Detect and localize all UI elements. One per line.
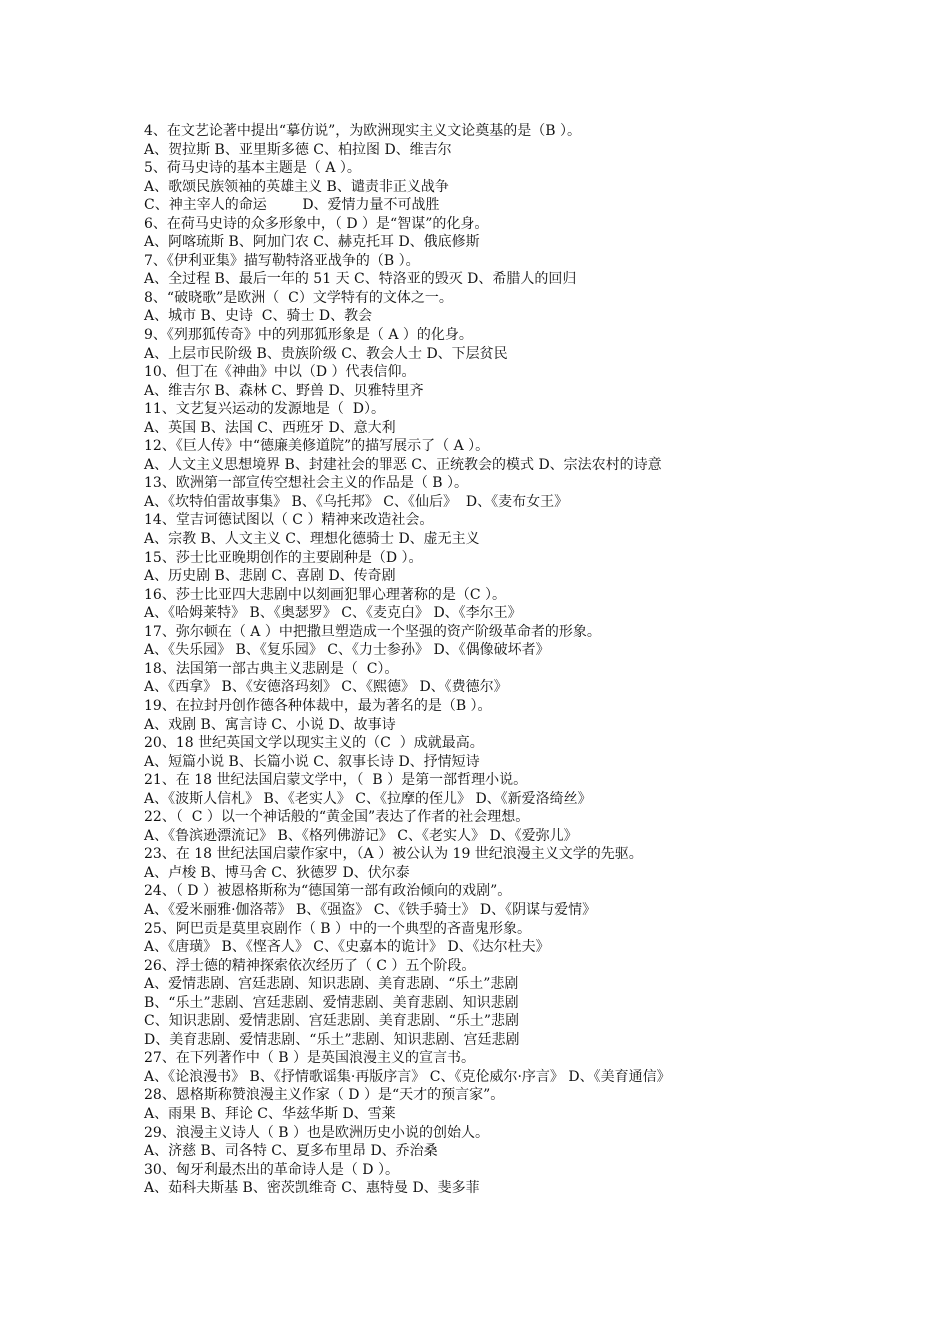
answer-options-line: A、宗教 B、人文主义 C、理想化德骑士 D、虚无主义 bbox=[144, 531, 480, 548]
question-line: 30、匈牙利最杰出的革命诗人是（ D ）。 bbox=[144, 1161, 399, 1178]
question-line: 6、在荷马史诗的众多形象中，（ D ）是“智谋”的化身。 bbox=[144, 215, 489, 232]
question-line: 29、浪漫主义诗人（ B ）也是欧洲历史小说的创始人。 bbox=[144, 1124, 490, 1141]
answer-options-line: A、雨果 B、拜论 C、华兹华斯 D、雪莱 bbox=[144, 1105, 396, 1122]
question-line: 8、“破晓歌”是欧洲（ C）文学特有的文体之一。 bbox=[144, 289, 453, 306]
question-line: 25、阿巴贡是莫里哀剧作（ B ）中的一个典型的吝啬鬼形象。 bbox=[144, 920, 532, 937]
question-line: 14、堂吉诃德试图以（ C ）精神来改造社会。 bbox=[144, 512, 434, 529]
answer-options-line: A、《坎特伯雷故事集》 B、《乌托邦》 C、《仙后》 D、《麦布女王》 bbox=[144, 493, 569, 510]
question-line: 13、欧洲第一部宣传空想社会主义的作品是（ B ）。 bbox=[144, 475, 469, 492]
answer-options-line: A、爱情悲剧、宫廷悲剧、知识悲剧、美育悲剧、“乐土”悲剧 bbox=[144, 976, 519, 993]
question-line: 4、在文艺论著中提出“摹仿说”，为欧洲现实主义文论奠基的是（B ）。 bbox=[144, 123, 581, 139]
question-line: 21、在 18 世纪法国启蒙文学中，（ B ）是第一部哲理小说。 bbox=[144, 772, 528, 789]
question-line: 24、（ D ）被恩格斯称为“德国第一部有政治倾向的戏剧”。 bbox=[144, 883, 512, 900]
question-line: 10、但丁在《神曲》中以（D ）代表信仰。 bbox=[144, 364, 416, 381]
answer-options-line: A、《失乐园》 B、《复乐园》 C、《力士参孙》 D、《偶像破坏者》 bbox=[144, 642, 550, 659]
question-line: 23、在 18 世纪法国启蒙作家中，（A ）被公认为 19 世纪浪漫主义文学的先驱。 bbox=[144, 846, 643, 863]
answer-options-line: A、《波斯人信札》 B、《老实人》 C、《拉摩的侄儿》 D、《新爱洛绮丝》 bbox=[144, 790, 592, 807]
question-line: 28、恩格斯称赞浪漫主义作家（ D ）是“天才的预言家”。 bbox=[144, 1087, 505, 1104]
answer-options-line: A、茹科夫斯基 B、密茨凯维奇 C、惠特曼 D、斐多菲 bbox=[144, 1180, 480, 1197]
question-line: 27、在下列著作中（ B ）是英国浪漫主义的宣言书。 bbox=[144, 1050, 476, 1067]
answer-options-line: A、英国 B、法国 C、西班牙 D、意大利 bbox=[144, 419, 396, 436]
question-line: 11、文艺复兴运动的发源地是（ D）。 bbox=[144, 401, 385, 418]
question-line: 19、在拉封丹创作德各种体裁中，最为著名的是（B ）。 bbox=[144, 697, 492, 714]
question-line: 20、18 世纪英国文学以现实主义的（C ）成就最高。 bbox=[144, 735, 484, 752]
answer-options-line: A、《唐璜》 B、《悭吝人》 C、《史嘉本的诡计》 D、《达尔杜夫》 bbox=[144, 939, 550, 956]
answer-options-line: A、戏剧 B、寓言诗 C、小说 D、故事诗 bbox=[144, 716, 396, 733]
answer-options-line: C、神主宰人的命运 D、爱情力量不可战胜 bbox=[144, 197, 440, 214]
answer-options-line: A、济慈 B、司各特 C、夏多布里昂 D、乔治桑 bbox=[144, 1143, 438, 1160]
answer-options-line: A、阿喀琉斯 B、阿加门农 C、赫克托耳 D、俄底修斯 bbox=[144, 234, 480, 251]
answer-options-line: A、《爱米丽雅·伽洛蒂》 B、《强盗》 C、《铁手骑士》 D、《阴谋与爱情》 bbox=[144, 901, 597, 918]
question-line: 9、《列那狐传奇》中的列那狐形象是（ A ）的化身。 bbox=[144, 327, 473, 344]
answer-options-line: A、《鲁滨逊漂流记》 B、《格列佛游记》 C、《老实人》 D、《爱弥儿》 bbox=[144, 827, 578, 844]
answer-options-line: A、《哈姆莱特》 B、《奥瑟罗》 C、《麦克白》 D、《李尔王》 bbox=[144, 605, 522, 622]
answer-options-line: A、歌颂民族领袖的英雄主义 B、谴责非正义战争 bbox=[144, 178, 449, 195]
question-line: 22、（ C ）以一个神话般的“黄金国”表达了作者的社会理想。 bbox=[144, 809, 530, 826]
answer-options-line: A、历史剧 B、悲剧 C、喜剧 D、传奇剧 bbox=[144, 568, 396, 585]
answer-options-line: C、知识悲剧、爱情悲剧、宫廷悲剧、美育悲剧、“乐土”悲剧 bbox=[144, 1013, 520, 1030]
answer-options-line: A、上层市民阶级 B、贵族阶级 C、教会人士 D、下层贫民 bbox=[144, 345, 508, 362]
question-line: 26、浮士德的精神探索依次经历了（ C ）五个阶段。 bbox=[144, 957, 476, 974]
answer-options-line: A、短篇小说 B、长篇小说 C、叙事长诗 D、抒情短诗 bbox=[144, 753, 480, 770]
answer-options-line: D、美育悲剧、爱情悲剧、“乐土”悲剧、知识悲剧、宫廷悲剧 bbox=[144, 1031, 520, 1048]
answer-options-line: A、卢梭 B、博马舍 C、狄德罗 D、伏尔泰 bbox=[144, 864, 410, 881]
question-line: 7、《伊利亚集》描写勒特洛亚战争的（B ）。 bbox=[144, 252, 420, 269]
answer-options-line: A、城市 B、史诗 C、骑士 D、教会 bbox=[144, 308, 373, 325]
question-line: 16、莎士比亚四大悲剧中以刻画犯罪心理著称的是（C ）。 bbox=[144, 586, 506, 603]
document-body bbox=[144, 122, 844, 1198]
answer-options-line: A、《西拿》 B、《安德洛玛刻》 C、《熙德》 D、《费德尔》 bbox=[144, 679, 508, 696]
question-line: 15、莎士比亚晚期创作的主要剧种是（D ）。 bbox=[144, 549, 423, 566]
answer-options-line: A、维吉尔 B、森林 C、野兽 D、贝雅特里齐 bbox=[144, 382, 424, 399]
question-line: 5、荷马史诗的基本主题是（ A ）。 bbox=[144, 160, 361, 177]
question-line: 12、《巨人传》中“德廉美修道院”的描写展示了（ A ）。 bbox=[144, 438, 490, 455]
answer-options-line: A、全过程 B、最后一年的 51 天 C、特洛亚的毁灭 D、希腊人的回归 bbox=[144, 271, 577, 288]
answer-options-line: A、《论浪漫书》 B、《抒情歌谣集·再版序言》 C、《克伦威尔·序言》 D、《美育通信》 bbox=[144, 1068, 671, 1085]
question-line: 18、法国第一部古典主义悲剧是（ C）。 bbox=[144, 660, 399, 677]
answer-options-line: A、贺拉斯 B、亚里斯多德 C、柏拉图 D、维吉尔 bbox=[144, 141, 452, 158]
answer-options-line: B、“乐土”悲剧、宫廷悲剧、爱情悲剧、美育悲剧、知识悲剧 bbox=[144, 994, 519, 1011]
answer-options-line: A、人文主义思想境界 B、封建社会的罪恶 C、正统教会的模式 D、宗法农村的诗意 bbox=[144, 456, 662, 473]
question-line: 17、弥尔顿在（ A ）中把撒旦塑造成一个坚强的资产阶级革命者的形象。 bbox=[144, 623, 601, 640]
